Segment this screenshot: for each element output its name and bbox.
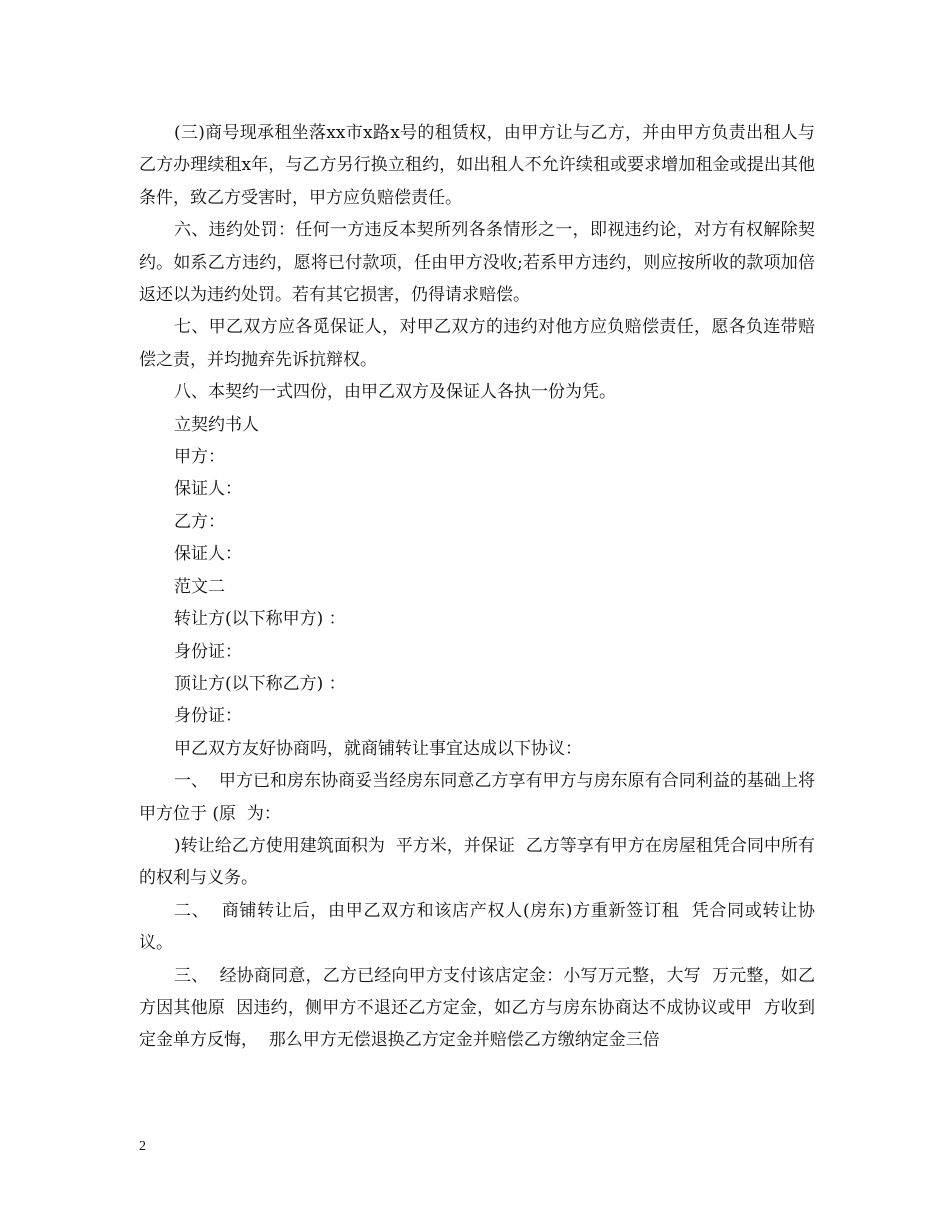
transferee-id-label: 身份证： <box>174 706 242 727</box>
paragraph-8-copies: 八、本契约一式四份，由甲乙双方及保证人各执一份为凭。 <box>174 382 616 403</box>
guarantor-a-label: 保证人： <box>174 479 242 500</box>
party-a-label: 甲方： <box>174 447 225 468</box>
paragraph-3-lease-transfer: (三)商号现承租坐落xx市x路x号的租赁权，由甲方让与乙方，并由甲方负责出租人与乙方办理续租x年，与乙方另行换立租约，如出租人不允许续租或要求增加租金或提出其他条件，致乙方受害时，甲方应负赔偿责任。 <box>139 123 815 208</box>
transferor-label: 转让方(以下称甲方) ： <box>174 609 346 630</box>
clause-1-part-1: 一、 甲方已和房东协商妥当经房东同意乙方享有甲方与房东原有合同利益的基础上将甲方位于 (原 为： <box>139 771 815 824</box>
party-b-label: 乙方： <box>174 511 225 532</box>
signatories-heading: 立契约书人 <box>174 414 259 435</box>
clause-3: 三、 经协商同意，乙方已经向甲方支付该店定金：小写万元整，大写 万元整，如乙方因其他原 因违约，侧甲方不退还乙方定金，如乙方与房东协商达不成协议或甲 方收到定金单方反悔， 那么甲方无偿退换乙方定金并赔偿乙方缴纳定金三倍 <box>139 965 815 1051</box>
sample-two-heading: 范文二 <box>174 576 225 597</box>
page-number: 2 <box>139 1139 146 1154</box>
guarantor-b-label: 保证人： <box>174 544 242 565</box>
clause-2: 二、 商铺转让后，由甲乙双方和该店产权人(房东)方重新签订租 凭合同或转让协议。 <box>139 900 815 954</box>
paragraph-6-breach-penalty: 六、违约处罚：任何一方违反本契所列各条情形之一，即视违约论，对方有权解除契约。如系乙方违约，愿将已付款项，任由甲方没收;若系甲方违约，则应按所收的款项加倍返还以为违约处罚。若有其它损害，仍得请求赔偿。 <box>139 220 815 306</box>
document-body <box>139 117 815 1057</box>
clause-1-part-2: )转让给乙方使用建筑面积为 平方米，并保证 乙方等享有甲方在房屋租凭合同中所有的权利与义务。 <box>139 835 815 889</box>
transferee-label: 顶让方(以下称乙方) ： <box>174 673 346 694</box>
transferor-id-label: 身份证： <box>174 641 242 662</box>
paragraph-7-guarantors: 七、甲乙双方应各觅保证人，对甲乙双方的违约对他方应负赔偿责任，愿各负连带赔偿之责，并均抛弃先诉抗辩权。 <box>139 317 815 370</box>
agreement-intro: 甲乙双方友好协商吗，就商铺转让事宜达成以下协议： <box>174 738 582 759</box>
